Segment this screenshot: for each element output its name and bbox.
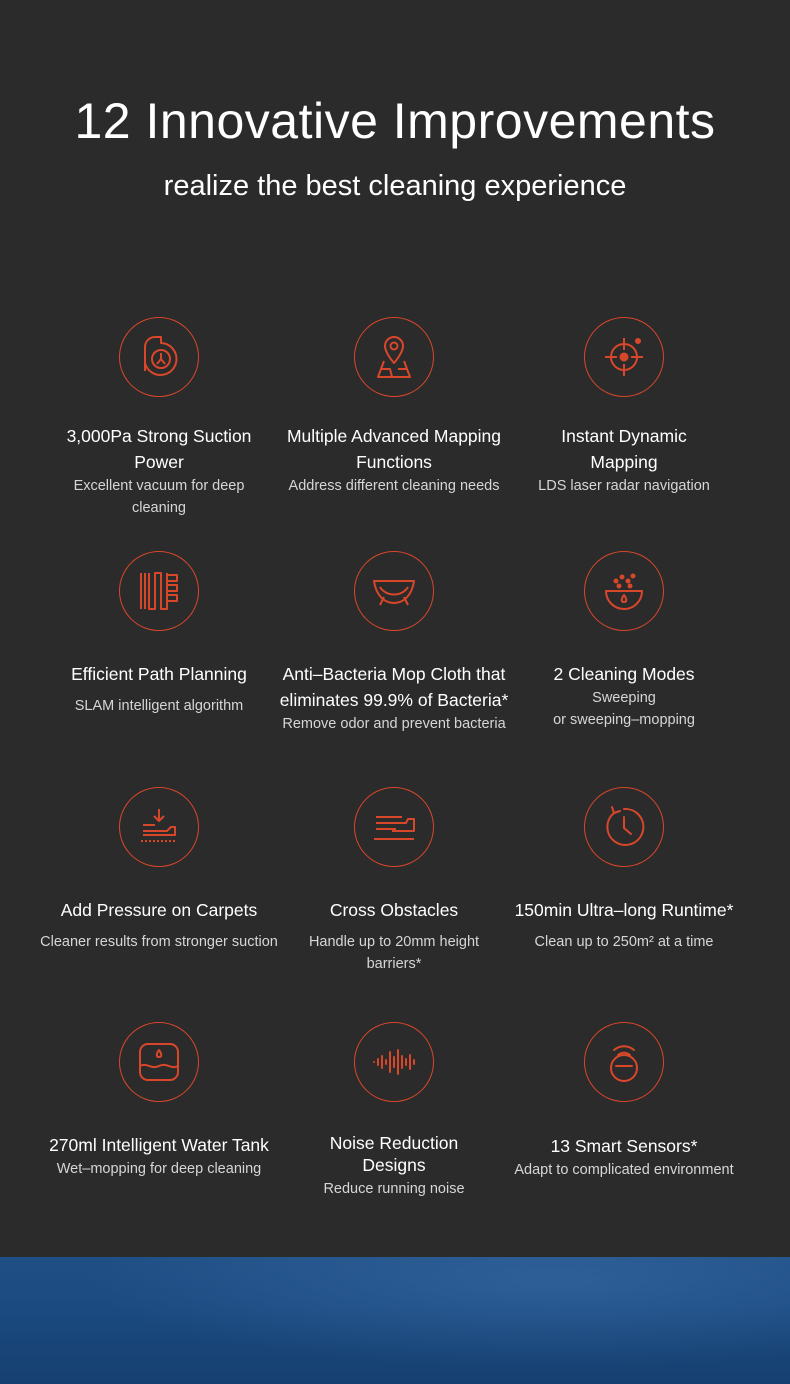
feature-title: Efficient Path Planning — [71, 664, 247, 684]
feature-desc: Cleaner results from stronger suction — [40, 934, 278, 950]
feature-suction — [28, 423, 290, 519]
feature-desc: Wet–mopping for deep cleaning — [56, 1161, 262, 1177]
feature-smart-sensors — [493, 1133, 755, 1181]
sound-wave-icon — [354, 1022, 434, 1102]
feature-noise-reduction — [263, 1132, 525, 1200]
mop-cloth-icon — [354, 551, 434, 631]
feature-title: 13 Smart Sensors* — [550, 1136, 698, 1156]
feature-desc: SLAM intelligent algorithm — [74, 698, 244, 714]
feature-title: 3,000Pa Strong Suction — [66, 426, 252, 446]
feature-title-line2: Functions — [356, 452, 432, 472]
feature-desc: Adapt to complicated environment — [514, 1162, 734, 1178]
robot-sensor-icon — [584, 1022, 664, 1102]
feature-desc: Address different cleaning needs — [288, 478, 500, 494]
bowl-droplet-icon — [584, 551, 664, 631]
feature-title: 2 Cleaning Modes — [553, 664, 695, 684]
carpet-pressure-icon — [119, 787, 199, 867]
feature-runtime — [493, 897, 755, 953]
feature-path-planning — [28, 661, 290, 717]
feature-title-line2: Power — [134, 452, 184, 472]
feature-title: Anti–Bacteria Mop Cloth that — [282, 664, 506, 684]
feature-title-line2: eliminates 99.9% of Bacteria* — [279, 690, 509, 710]
feature-title-line2: Mapping — [590, 452, 658, 472]
page-title: 12 Innovative Improvements — [74, 93, 716, 149]
feature-title: Noise Reduction — [329, 1133, 459, 1153]
feature-desc: Sweeping — [592, 690, 656, 706]
water-tank-icon — [119, 1022, 199, 1102]
feature-dynamic-mapping — [493, 423, 755, 497]
feature-mop-cloth — [263, 661, 525, 735]
obstacle-climb-icon — [354, 787, 434, 867]
clock-runtime-icon — [584, 787, 664, 867]
page-subtitle: realize the best cleaning experience — [163, 170, 627, 202]
feature-mapping — [263, 423, 525, 497]
feature-desc: LDS laser radar navigation — [538, 478, 710, 494]
feature-title: Add Pressure on Carpets — [60, 900, 258, 920]
map-pin-icon — [354, 317, 434, 397]
feature-title: Cross Obstacles — [329, 900, 459, 920]
feature-desc: Reduce running noise — [323, 1181, 465, 1197]
feature-title-line2: Designs — [362, 1155, 426, 1175]
feature-title: Multiple Advanced Mapping — [286, 426, 502, 446]
path-zigzag-icon — [119, 551, 199, 631]
fan-snail-icon — [119, 317, 199, 397]
feature-desc-line2: barriers* — [366, 956, 422, 972]
feature-title: Instant Dynamic — [561, 426, 687, 446]
feature-title: 150min Ultra–long Runtime* — [514, 900, 734, 920]
feature-cross-obstacles — [263, 897, 525, 975]
feature-desc: Handle up to 20mm height — [308, 934, 480, 950]
feature-cleaning-modes — [493, 661, 755, 731]
feature-title: 270ml Intelligent Water Tank — [49, 1135, 269, 1155]
feature-desc: Clean up to 250m² at a time — [534, 934, 714, 950]
bottom-background-band — [0, 1257, 790, 1384]
crosshair-icon — [584, 317, 664, 397]
feature-water-tank — [28, 1132, 290, 1180]
feature-desc: Remove odor and prevent bacteria — [282, 716, 506, 732]
feature-desc-line2: or sweeping–mopping — [553, 712, 695, 728]
feature-desc-line2: cleaning — [131, 500, 186, 516]
feature-carpet-pressure — [28, 897, 290, 953]
feature-desc: Excellent vacuum for deep — [73, 478, 245, 494]
